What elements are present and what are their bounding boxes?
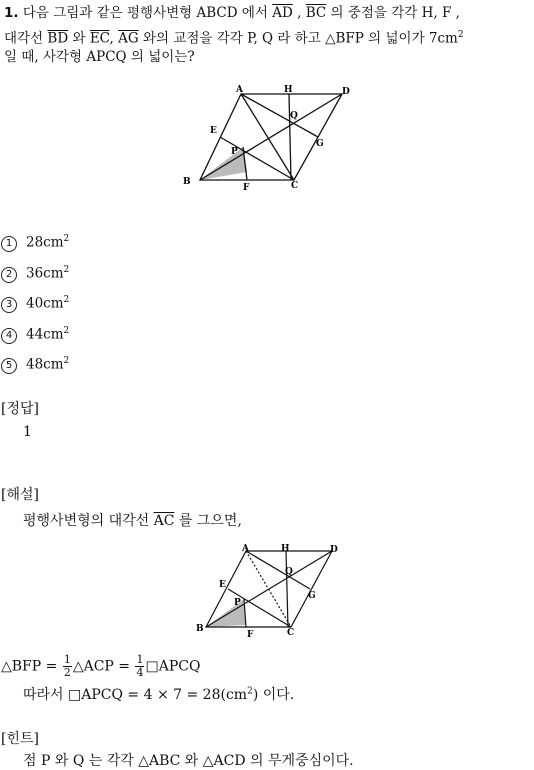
label-e: E — [219, 580, 226, 590]
solution-equation — [1, 654, 200, 679]
fraction-denominator: 2 — [63, 666, 71, 679]
label-p: P — [231, 147, 238, 157]
question-text: 다음 그림과 같은 평행사변형 ABCD 에서 — [22, 5, 268, 21]
question-text: 와의 교점을 각각 P, Q 라 하고 △BFP 의 넓이가 7cm — [142, 30, 458, 47]
question-text: 와 — [72, 30, 86, 47]
choice-value: 36cm — [26, 265, 64, 282]
superscript: 2 — [63, 265, 70, 275]
question-line-1 — [4, 2, 460, 24]
superscript: 2 — [247, 686, 253, 697]
question-text: 의 중점을 각각 H, F , — [330, 5, 460, 21]
segment-ad: $\overline{AD}$ — [272, 5, 293, 21]
choice-5[interactable] — [1, 356, 69, 374]
equation-text: △ACP = — [72, 658, 131, 675]
choice-marker: 5 — [1, 358, 17, 374]
solution-text: 를 그으면, — [178, 513, 242, 529]
choice-value: 44cm — [26, 326, 64, 343]
label-h: H — [281, 544, 290, 554]
diagonal-ac-dotted — [246, 551, 291, 627]
diagonal-ac — [241, 94, 294, 180]
segment-ag: $\overline{AG}$ — [118, 30, 139, 47]
superscript: 2 — [63, 295, 70, 305]
label-g: G — [308, 591, 316, 601]
label-b: B — [196, 624, 204, 634]
label-e: E — [210, 126, 217, 136]
choice-marker: 2 — [1, 267, 17, 283]
label-q: Q — [285, 567, 293, 577]
segment-ec: $\overline{EC}$ — [89, 30, 110, 47]
separator: , — [109, 30, 114, 47]
superscript: 2 — [63, 234, 70, 244]
choice-4[interactable] — [1, 326, 69, 344]
answer-header: [정답] — [1, 401, 39, 417]
label-c: C — [291, 181, 299, 191]
line-hq — [289, 94, 291, 180]
choice-marker: 3 — [1, 297, 17, 313]
choice-2[interactable] — [1, 265, 69, 283]
fraction-one-quarter — [135, 654, 144, 679]
fraction-numerator: 1 — [136, 653, 144, 666]
parallelogram-figure — [180, 82, 356, 194]
solution-line-1 — [23, 510, 242, 530]
segment-bd: $\overline{BD}$ — [47, 30, 69, 47]
label-h: H — [284, 85, 293, 95]
superscript: 2 — [63, 326, 70, 336]
fraction-numerator: 1 — [63, 653, 71, 666]
label-a: A — [236, 85, 243, 95]
solution-figure — [196, 543, 342, 639]
solution-text: 평행사변형의 대각선 — [23, 513, 150, 529]
choice-marker: 1 — [1, 236, 17, 252]
label-f: F — [247, 630, 254, 639]
superscript: 2 — [457, 30, 464, 40]
segment-ac: $\overline{AC}$ — [153, 513, 175, 529]
solution-header: [해설] — [1, 487, 39, 503]
solution-text: ) 이다. — [252, 687, 295, 703]
equation-text: □APCQ — [145, 658, 201, 675]
choice-value: 28cm — [26, 234, 64, 251]
label-c: C — [287, 628, 295, 638]
question-number: 1. — [4, 5, 19, 21]
fraction-denominator: 4 — [136, 666, 144, 679]
separator: , — [297, 5, 302, 21]
choice-1[interactable] — [1, 234, 69, 252]
question-text: 대각선 — [4, 30, 44, 47]
equation-text: △BFP = — [1, 658, 58, 675]
hint-header: [힌트] — [1, 731, 39, 747]
answer-value: 1 — [23, 424, 32, 440]
solution-line-3 — [23, 684, 294, 704]
choice-value: 48cm — [26, 356, 64, 373]
question-line-3 — [4, 46, 195, 68]
label-a: A — [242, 544, 249, 554]
label-f: F — [243, 183, 250, 193]
line-hq — [286, 551, 288, 627]
label-b: B — [183, 177, 191, 187]
question-text: 일 때, 사각형 APCQ 의 넓이는? — [4, 49, 195, 65]
label-g: G — [316, 139, 324, 149]
hint-text: 점 P 와 Q 는 각각 △ABC 와 △ACD 의 무게중심이다. — [23, 753, 354, 769]
segment-bc: $\overline{BC}$ — [305, 5, 327, 21]
label-d: D — [330, 545, 338, 555]
superscript: 2 — [63, 356, 70, 366]
label-p: P — [234, 598, 241, 608]
solution-text: 따라서 □APCQ = 4 × 7 = 28(cm — [23, 687, 248, 703]
choice-marker: 4 — [1, 328, 17, 344]
choice-value: 40cm — [26, 295, 64, 312]
label-q: Q — [290, 111, 298, 121]
label-d: D — [342, 87, 350, 97]
fraction-one-half — [63, 654, 72, 679]
choice-3[interactable] — [1, 295, 69, 313]
